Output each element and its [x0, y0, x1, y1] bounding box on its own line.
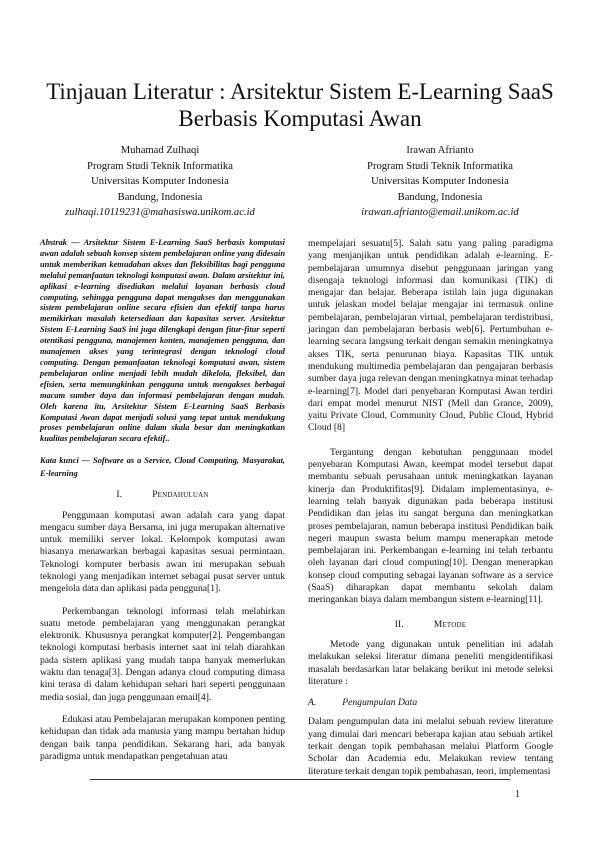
- author-name: Irawan Afrianto: [406, 145, 474, 156]
- section-number: I.: [116, 490, 123, 501]
- paper-title: Tinjauan Literatur : Arsitektur Sistem E-Learning SaaS Berbasis Komputasi Awan: [46, 79, 554, 131]
- paragraph: mempelajari sesuatu[5]. Salah satu yang paling paradigma yang menjanjikan untuk pendidikan adalah e-learning. E-pembelajaran umumnya disebut penggunaan jaringan yang disengaja teknologi informasi dan komunikasi (TIK) di mengajar dan belajar. Beberapa istilah lain juga digunakan untuk jelaskan model belajar mengajar ini termasuk online pembelajaran, pembelajaran virtual, pembelajaran terdistribusi, jaringan dan pembelajaran berbasis web[6]. Pertumbuhan e-learning secara langsung terkait dengan semakin meningkatnya akses TIK, serta penurunan biaya. Kapasitas TIK untuk mendukung multimedia pembelajaran dan pengajaran berbasis sumber daya juga relevan dengan meningkatnya minat terhadap e-learning[7]. Model dari penyebaran Komputasi Awan terdiri dari empat model menurut NIST (Mell dan Grance, 2009), yaitu Private Cloud, Community Cloud, Public Cloud, Hybrid Cloud [8]: [308, 238, 553, 434]
- subsection-title: Pengumpulan Data: [342, 697, 418, 709]
- author-email: irawan.afrianto@email.unikom.ac.id: [361, 207, 519, 219]
- section-title: Pendahuluan: [152, 490, 209, 501]
- author-name: Muhamad Zulhaqi: [120, 145, 200, 156]
- abstract: Abstrak — Arsitektur Sistem E-Learning SaaS berbasis komputasi awan adalah sebuah konsep sistem pembelajaran online yang didesain untuk memberikan kemudahan akses dan fleksibilitas bagi pengguna melalui pemanfaatan teknologi komputasi awan. Dalam arsitektur ini, aplikasi e-learning disediakan melalui layanan berbasis cloud computing, sehingga pengguna dapat mengakses dan menggunakan sistem pembelajaran online secara efisien dan efektif tanpa harus memikirkan masalah ketersediaan dan kapasitas server. Arsitektur Sistem E-Learning SaaS ini juga dilengkapi dengan fitur-fitur seperti otentikasi pengguna, manajemen konten, manajemen pengguna, dan manajemen akses yang terintegrasi dengan teknologi cloud computing. Dengan pemanfaatan teknologi komputasi awan, sistem pembelajaran online menjadi lebih mudah dikelola, fleksibel, dan efisien, serta memungkinkan pengguna untuk mengakses berbagai macam sumber daya dan informasi pembelajaran dengan mudah. Oleh karena itu, Arsitektur Sistem E-Learning SaaS Berbasis Komputasi Awan dapat menjadi solusi yang tepat untuk mendukung proses pembelajaran online dalam skala besar dan meningkatkan kualitas pembelajaran secara efektif..: [40, 238, 285, 444]
- subsection-label: A.: [308, 697, 317, 709]
- left-column: [40, 238, 285, 763]
- paragraph: Metode yang digunakan untuk penelitian ini adalah melakukan seleksi literatur dimana peneliti mengidentifikasi masalah berdasarkan latar belakang berikut ini metode seleksi literature :: [308, 638, 553, 687]
- author-university: Universitas Komputer Indonesia: [371, 176, 509, 188]
- section-heading-introduction: [40, 489, 285, 501]
- section-number: II.: [394, 619, 404, 630]
- author-city: Bandung, Indonesia: [117, 191, 203, 203]
- paragraph: Penggunaan komputasi awan adalah cara yang dapat mengacu sumber daya Bersama, ini juga merupakan alternative untuk memiliki server lokal. Kelompok komputasi awan biasanya menawarkan berbagai kapasitas sesuai permintaan. Teknologi komputer berbasis awan ini merupakan sebuah teknologi yang menjadikan internet sebagai pusat server untuk mengelola data dan aplikasi pada pengguna[1].: [40, 509, 285, 595]
- author-city: Bandung, Indonesia: [397, 191, 483, 203]
- author-department: Program Studi Teknik Informatika: [87, 160, 233, 172]
- paragraph: Dalam pengumpulan data ini melalui sebuah review literature yang dimulai dari mencari beberapa kajian atau sebuah artikel terkait dengan topik pembahasan melalui Platform Google Scholar dan Academia edu. Melakukan review tentang literature terkait dengan topik pembahasan, teori, implementasi: [308, 716, 553, 777]
- author-department: Program Studi Teknik Informatika: [367, 160, 513, 172]
- right-column: [308, 238, 553, 778]
- subsection-heading: [308, 697, 553, 709]
- section-title: Metode: [433, 619, 467, 630]
- author-university: Universitas Komputer Indonesia: [91, 176, 229, 188]
- paragraph: Edukasi atau Pembelajaran merupakan komponen penting kehidupan dan tidak ada manusia yang mampu bertahan hidup dengan baik tanpa pendidikan. Sekarang hari, ada banyak paradigma untuk mendapatkan pengetahuan atau: [40, 713, 285, 762]
- author-block-2: [320, 143, 560, 221]
- paragraph: Tergantung dengan kebutuhan penggunaan model penyebaran Komputasi Awan, keempat model tersebut dapat membantu sebuah perusahaan untuk meningkatkan layanan kinerja dan Produktifitas[9]. Didalam implementasinya, e-learning telah banyak digunakan pada beberapa institusi Pendidikan dan jelas itu sangat berguna dan meningkatkan proses pembelajaran, namun beberapa institusi Pendidikan baik negeri maupun swasta belum mampu menerapkan metode pembelajaran ini. Perkembangan e-learning ini telah terbantu oleh layanan dari cloud computing[10]. Dengan menerapkan konsep cloud computing sebagai layanan software as a service (SaaS) diharapkan dapat membantu sekolah dalam meringankan biaya dalam membangun sistem e-learning[11].: [308, 446, 553, 606]
- section-heading-method: [308, 619, 553, 631]
- paragraph: Perkembangan teknologi informasi telah melahirkan suatu metode pembelajaran yang menggunakan perangkat elektronik. Khususnya perangkat komputer[2]. Pengembangan teknologi komputasi berbasis internet saat ini telah diarahkan pada sistem aplikasi yang mudah tanpa banyak memerlukan waktu dan tenaga[3]. Dengan adanya cloud computing dimasa kini terasa di dalam kehidupan sehari hari seperti penggunaan media sosial, dan juga penggunaan email[4].: [40, 605, 285, 703]
- footer-divider: [90, 779, 510, 780]
- keywords: Kata kunci — Software as a Service, Cloud Computing, Masyarakat, E-learning: [40, 456, 285, 479]
- page-number: 1: [515, 789, 520, 800]
- author-block-1: [40, 143, 280, 221]
- author-email: zulhaqi.10119231@mahasiswa.unikom.ac.id: [65, 207, 255, 219]
